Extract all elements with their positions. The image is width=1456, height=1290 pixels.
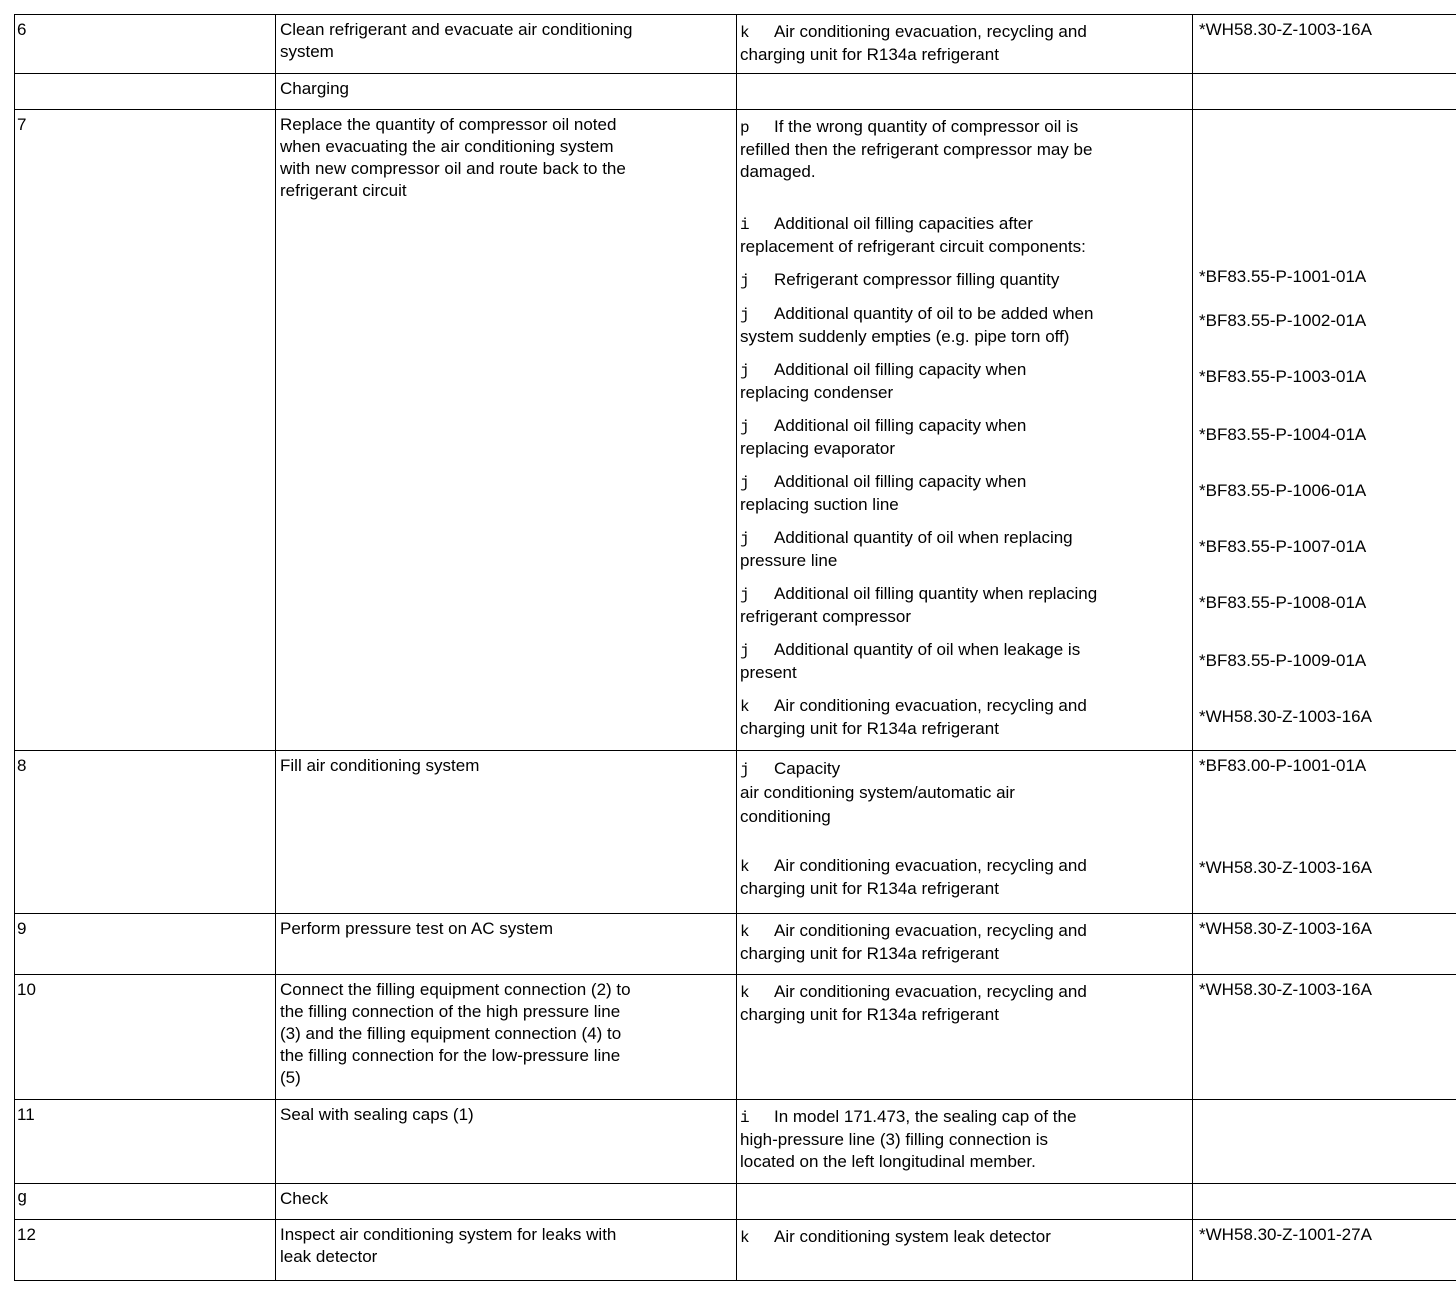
step-refs xyxy=(1193,914,1456,975)
procedure-table xyxy=(14,14,1456,1281)
table-row xyxy=(15,15,1456,74)
note-text: Additional quantity of oil when replacing pressure line xyxy=(740,528,1073,570)
info-icon: i xyxy=(740,1109,750,1127)
reference-icon: j xyxy=(740,306,750,324)
warning-icon: p xyxy=(740,119,750,137)
tool-icon: k xyxy=(740,1229,750,1247)
doc-reference[interactable]: *BF83.55-P-1004-01A xyxy=(1199,425,1367,444)
reference-icon: j xyxy=(740,474,750,492)
step-refs xyxy=(1193,975,1456,1100)
step-task: Perform pressure test on AC system xyxy=(276,914,737,975)
reference-icon: j xyxy=(740,272,750,290)
doc-reference[interactable]: *BF83.55-P-1007-01A xyxy=(1199,537,1367,556)
note-text: Air conditioning evacuation, recycling and charging unit for R134a refrigerant xyxy=(740,696,1087,738)
step-task: Fill air conditioning system xyxy=(276,751,737,914)
doc-reference[interactable]: *WH58.30-Z-1003-16A xyxy=(1199,919,1372,938)
table-row xyxy=(15,975,1456,1100)
step-task: Replace the quantity of compressor oil noted when evacuating the air conditioning system with new compressor oil and route back to the refrigerant circuit xyxy=(276,110,737,751)
tool-icon: k xyxy=(740,698,750,716)
note-text: Air conditioning system leak detector xyxy=(774,1227,1051,1246)
reference-icon: j xyxy=(740,530,750,548)
note-text: Air conditioning evacuation, recycling and charging unit for R134a refrigerant xyxy=(740,921,1087,963)
step-refs xyxy=(1193,1220,1456,1281)
note-text: Additional oil filling capacity when replacing suction line xyxy=(740,472,1027,514)
step-number: 9 xyxy=(15,914,276,975)
tool-icon: k xyxy=(740,24,750,42)
note-text: If the wrong quantity of compressor oil is refilled then the refrigerant compressor may be damaged. xyxy=(740,117,1093,181)
tool-icon: k xyxy=(740,923,750,941)
step-number: 12 xyxy=(15,1220,276,1281)
doc-reference[interactable]: *WH58.30-Z-1003-16A xyxy=(1199,20,1372,39)
step-refs xyxy=(1193,751,1456,914)
doc-reference[interactable]: *WH58.30-Z-1001-27A xyxy=(1199,1225,1372,1244)
doc-reference[interactable]: *BF83.55-P-1006-01A xyxy=(1199,481,1367,500)
step-task: Inspect air conditioning system for leaks with leak detector xyxy=(276,1220,737,1281)
step-number: 6 xyxy=(15,15,276,74)
step-notes xyxy=(737,110,1193,751)
step-notes xyxy=(737,1100,1193,1184)
note-text: Additional quantity of oil when leakage is present xyxy=(740,640,1081,682)
reference-icon: j xyxy=(740,761,750,779)
step-notes xyxy=(737,914,1193,975)
doc-reference[interactable]: *BF83.55-P-1001-01A xyxy=(1199,267,1367,286)
doc-reference[interactable]: *BF83.55-P-1002-01A xyxy=(1199,311,1367,330)
note-text: Air conditioning evacuation, recycling and charging unit for R134a refrigerant xyxy=(740,22,1087,64)
doc-reference[interactable]: *BF83.55-P-1009-01A xyxy=(1199,651,1367,670)
check-icon: g xyxy=(15,1184,276,1220)
reference-icon: j xyxy=(740,418,750,436)
step-task: Clean refrigerant and evacuate air conditioning system xyxy=(276,15,737,74)
step-notes xyxy=(737,751,1193,914)
table-row xyxy=(15,1220,1456,1281)
reference-icon: j xyxy=(740,362,750,380)
note-text: Air conditioning evacuation, recycling and charging unit for R134a refrigerant xyxy=(740,982,1087,1024)
tool-icon: k xyxy=(740,858,750,876)
step-notes xyxy=(737,15,1193,74)
table-row xyxy=(15,751,1456,914)
reference-icon: j xyxy=(740,586,750,604)
doc-reference[interactable]: *WH58.30-Z-1003-16A xyxy=(1199,980,1372,999)
doc-reference[interactable]: *BF83.55-P-1003-01A xyxy=(1199,367,1367,386)
note-text: Additional oil filling quantity when replacing refrigerant compressor xyxy=(740,584,1098,626)
step-number: 7 xyxy=(15,110,276,751)
reference-icon: j xyxy=(740,642,750,660)
doc-reference[interactable]: *WH58.30-Z-1003-16A xyxy=(1199,707,1372,726)
note-text: In model 171.473, the sealing cap of the high-pressure line (3) filling connection is located on the left longitudinal member. xyxy=(740,1107,1077,1171)
doc-reference[interactable]: *BF83.00-P-1001-01A xyxy=(1199,756,1367,775)
table-row xyxy=(15,1184,1456,1220)
tool-icon: k xyxy=(740,984,750,1002)
step-task: Seal with sealing caps (1) xyxy=(276,1100,737,1184)
table-row xyxy=(15,74,1456,110)
table-row xyxy=(15,110,1456,751)
step-notes xyxy=(737,975,1193,1100)
section-heading-check: Check xyxy=(276,1184,737,1220)
info-icon: i xyxy=(740,216,750,234)
note-text: Capacity air conditioning system/automatic air conditioning xyxy=(740,759,1015,826)
step-task: Connect the filling equipment connection (2) to the filling connection of the high pressure line (3) and the filling equipment connection (4) to the filling connection for the low-pressure line (5) xyxy=(276,975,737,1100)
note-text: Additional oil filling capacity when replacing condenser xyxy=(740,360,1027,402)
step-refs xyxy=(1193,110,1456,751)
table-row xyxy=(15,1100,1456,1184)
section-heading-charging: Charging xyxy=(276,74,737,110)
step-notes xyxy=(737,1220,1193,1281)
step-number: 10 xyxy=(15,975,276,1100)
note-text: Additional oil filling capacity when replacing evaporator xyxy=(740,416,1027,458)
table-row xyxy=(15,914,1456,975)
note-text: Refrigerant compressor filling quantity xyxy=(774,270,1060,289)
doc-reference[interactable]: *WH58.30-Z-1003-16A xyxy=(1199,858,1372,877)
doc-reference[interactable]: *BF83.55-P-1008-01A xyxy=(1199,593,1367,612)
step-number: 11 xyxy=(15,1100,276,1184)
step-number: 8 xyxy=(15,751,276,914)
step-refs xyxy=(1193,15,1456,74)
note-text: Air conditioning evacuation, recycling and charging unit for R134a refrigerant xyxy=(740,856,1087,898)
step-number xyxy=(15,74,276,110)
note-text: Additional oil filling capacities after replacement of refrigerant circuit components: xyxy=(740,214,1086,256)
note-text: Additional quantity of oil to be added when system suddenly empties (e.g. pipe torn off) xyxy=(740,304,1094,346)
